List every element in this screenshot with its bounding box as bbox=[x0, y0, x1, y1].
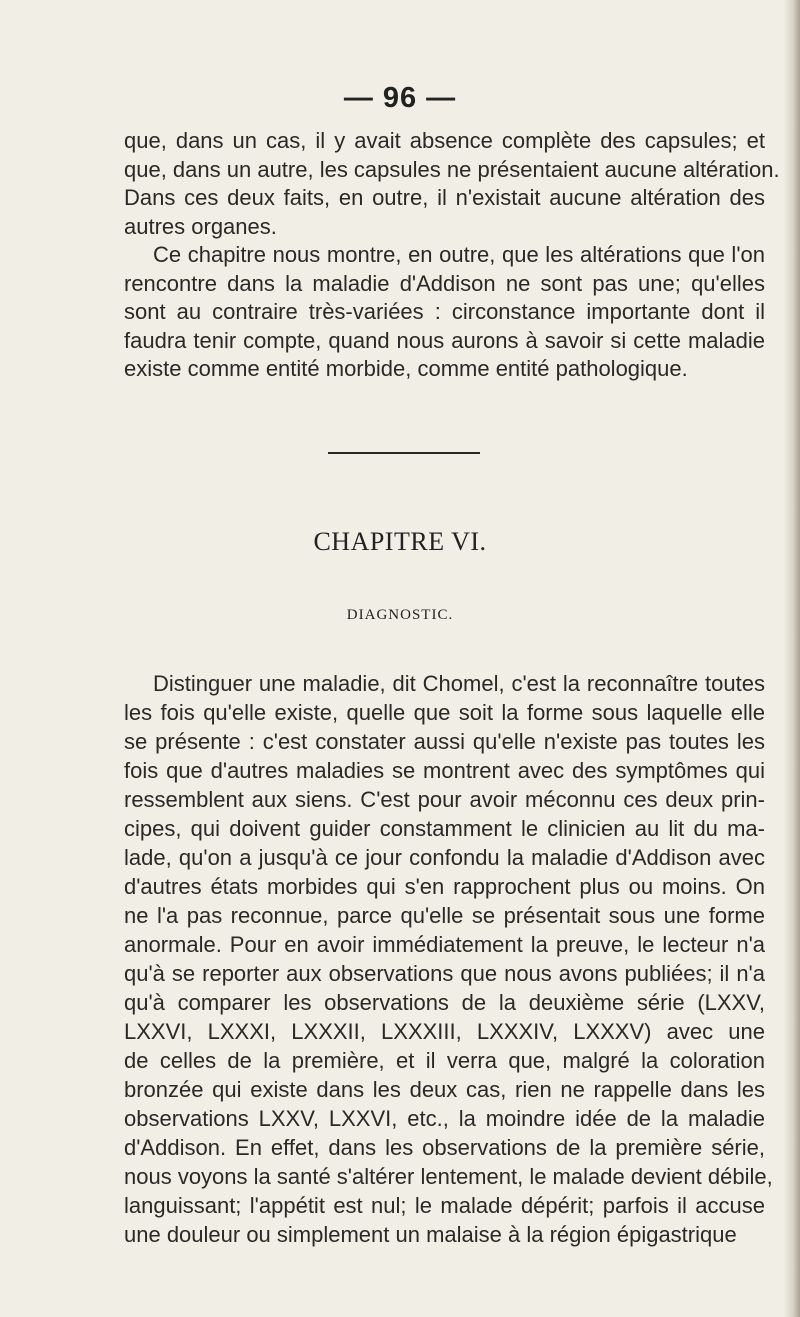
text-line: ressemblent aux siens. C'est pour avoir méconnu ces deux prin- bbox=[124, 787, 765, 812]
text-line: anormale. Pour en avoir immédiatement la preuve, le lecteur n'a bbox=[124, 932, 765, 957]
text-line: bronzée qui existe dans les deux cas, rien ne rappelle dans les bbox=[124, 1077, 765, 1102]
text-line: qu'à comparer les observations de la deuxième série (LXXV, bbox=[124, 990, 765, 1015]
text-line: que, dans un cas, il y avait absence complète des capsules; et bbox=[124, 128, 765, 153]
text-line: autres organes. bbox=[124, 213, 277, 239]
text-line: existe comme entité morbide, comme entité pathologique. bbox=[124, 356, 688, 381]
text-line: languissant; l'appétit est nul; le malade dépérit; parfois il accuse bbox=[124, 1193, 765, 1218]
paragraph-2 bbox=[124, 669, 773, 1249]
text-line: ne l'a pas reconnue, parce qu'elle se présentait sous une forme bbox=[124, 903, 765, 928]
text-line: faudra tenir compte, quand nous aurons à savoir si cette maladie bbox=[124, 327, 765, 353]
text-line: lade, qu'on a jusqu'à ce jour confondu la maladie d'Addison avec bbox=[124, 845, 765, 870]
page-edge-shadow bbox=[784, 0, 800, 1317]
text-line: se présente : c'est constater aussi qu'elle n'existe pas toutes les bbox=[124, 729, 765, 754]
text-line: nous voyons la santé s'altérer lentement, le malade devient débile, bbox=[124, 1164, 773, 1189]
text-line: LXXVI, LXXXI, LXXXII, LXXXIII, LXXXIV, LXXXV) avec une bbox=[124, 1019, 765, 1044]
chapter-title: CHAPITRE VI. bbox=[313, 527, 487, 556]
text-line: sont au contraire très-variées : circonstance importante dont il bbox=[124, 299, 765, 324]
text-line: cipes, qui doivent guider constamment le clinicien au lit du ma- bbox=[124, 816, 765, 841]
text-line: que, dans un autre, les capsules ne présentaient aucune altération. bbox=[124, 156, 780, 182]
paragraph-1 bbox=[124, 127, 780, 384]
text-line: une douleur ou simplement un malaise à la région épigastrique bbox=[124, 1222, 737, 1247]
text-line: fois que d'autres maladies se montrent avec des symptômes qui bbox=[124, 758, 765, 783]
chapter-subtitle: DIAGNOSTIC. bbox=[346, 607, 454, 623]
text-line: d'Addison. En effet, dans les observations de la première série, bbox=[124, 1135, 765, 1160]
page-number: — 96 — bbox=[343, 82, 457, 114]
text-line: qu'à se reporter aux observations que nous avons publiées; il n'a bbox=[124, 961, 765, 986]
text-line: de celles de la première, et il verra que, malgré la coloration bbox=[124, 1048, 765, 1073]
section-divider bbox=[328, 452, 480, 454]
text-line: Dans ces deux faits, en outre, il n'existait aucune altération des bbox=[124, 185, 765, 210]
text-line: rencontre dans la maladie d'Addison ne sont pas une; qu'elles bbox=[124, 270, 765, 296]
text-line: Distinguer une maladie, dit Chomel, c'est la reconnaître toutes bbox=[153, 671, 765, 696]
text-line: d'autres états morbides qui s'en rapprochent plus ou moins. On bbox=[124, 874, 765, 899]
text-line: les fois qu'elle existe, quelle que soit la forme sous laquelle elle bbox=[124, 700, 765, 725]
text-line: observations LXXV, LXXVI, etc., la moindre idée de la maladie bbox=[124, 1106, 765, 1131]
text-line: Ce chapitre nous montre, en outre, que les altérations que l'on bbox=[153, 242, 765, 267]
